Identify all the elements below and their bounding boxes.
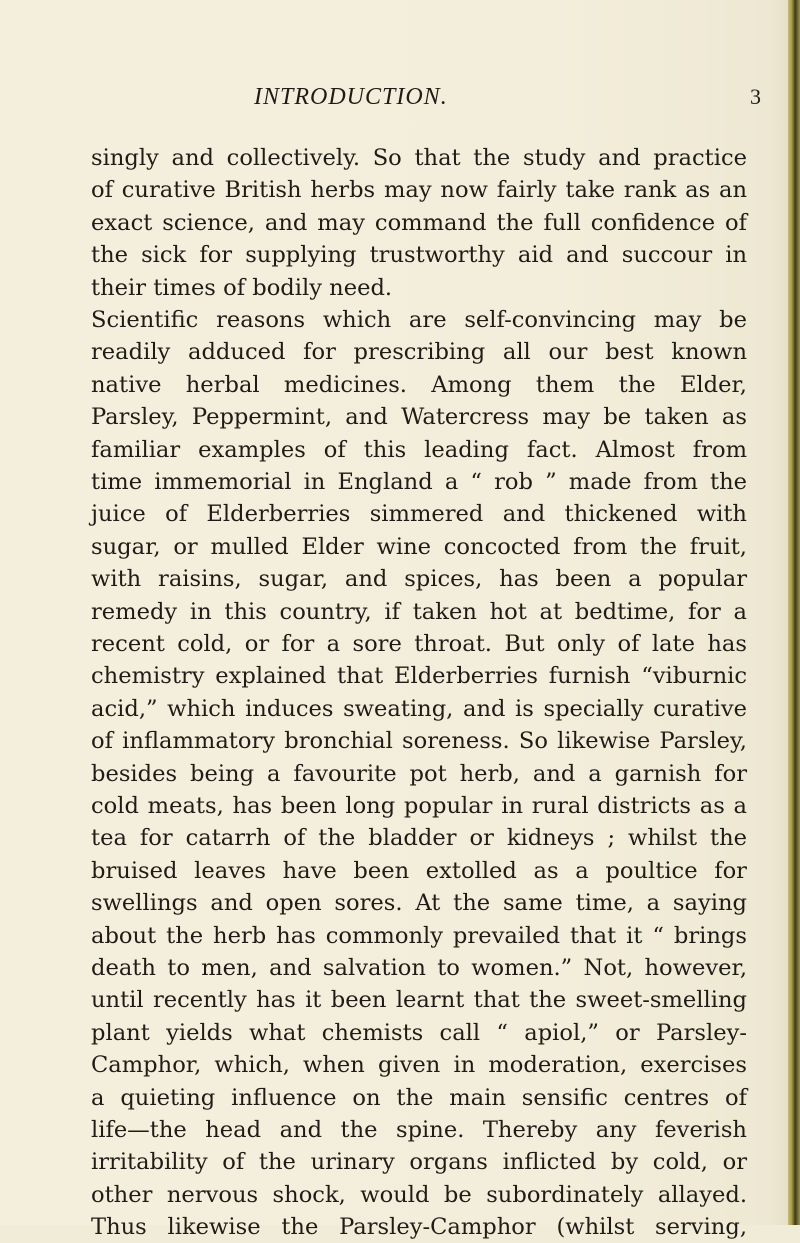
text-line: a quieting influence on the main sensific centres of	[91, 1084, 747, 1111]
text-line: chemistry explained that Elderberries furnish “viburnic	[91, 663, 747, 690]
text-line: of curative British herbs may now fairly take rank as an	[91, 177, 747, 204]
text-line: other nervous shock, would be subordinately allayed.	[91, 1181, 747, 1208]
text-line: native herbal medicines. Among them the Elder,	[91, 371, 747, 398]
text-line: swellings and open sores. At the same time, a saying	[91, 890, 747, 917]
text-line: bruised leaves have been extolled as a poultice for	[91, 857, 747, 884]
text-line: time immemorial in England a “ rob ” made from the	[91, 469, 747, 495]
chapter-title: INTRODUCTION.	[254, 84, 448, 110]
text-line: life—the head and the spine. Thereby any feverish	[91, 1117, 747, 1143]
text-line: about the herb has commonly prevailed that it “ brings	[91, 922, 747, 949]
text-line: exact science, and may command the full confidence of	[91, 209, 747, 236]
text-line: irritability of the urinary organs inflicted by cold, or	[91, 1149, 747, 1176]
text-line: tea for catarrh of the bladder or kidneys ; whilst the	[91, 825, 747, 852]
text-line: Thus likewise the Parsley-Camphor (whilst serving,	[91, 1214, 747, 1241]
text-line: juice of Elderberries simmered and thickened with	[91, 501, 747, 528]
text-line: Camphor, which, when given in moderation, exercises	[91, 1052, 747, 1079]
text-line: cold meats, has been long popular in rural districts as a	[91, 793, 747, 819]
text-line: Parsley, Peppermint, and Watercress may be taken as	[91, 404, 747, 431]
text-line: readily adduced for prescribing all our best known	[91, 339, 747, 366]
text-line: sugar, or mulled Elder wine concocted from the fruit,	[91, 533, 747, 560]
text-line: familiar examples of this leading fact. Almost from	[91, 436, 747, 463]
text-line: death to men, and salvation to women.” Not, however,	[91, 955, 747, 981]
text-line: their times of bodily need.	[91, 274, 393, 301]
text-line: remedy in this country, if taken hot at bedtime, for a	[91, 598, 747, 625]
text-line: Scientific reasons which are self-convincing may be	[91, 307, 747, 333]
page-number: 3	[750, 84, 762, 109]
text-line: singly and collectively. So that the study and practice	[91, 145, 747, 171]
text-line: plant yields what chemists call “ apiol,” or Parsley-	[91, 1019, 747, 1046]
text-line: of inflammatory bronchial soreness. So likewise Parsley,	[91, 728, 747, 755]
text-line: recent cold, or for a sore throat. But only of late has	[91, 631, 747, 657]
text-line: besides being a favourite pot herb, and a garnish for	[91, 760, 747, 787]
body-text	[0, 142, 800, 1241]
text-line: acid,” which induces sweating, and is specially curative	[91, 695, 747, 722]
text-line: with raisins, sugar, and spices, has been a popular	[91, 566, 747, 593]
running-header	[254, 84, 774, 120]
text-line: the sick for supplying trustworthy aid and succour in	[91, 242, 747, 269]
text-line: until recently has it been learnt that the sweet-smelling	[91, 987, 747, 1014]
